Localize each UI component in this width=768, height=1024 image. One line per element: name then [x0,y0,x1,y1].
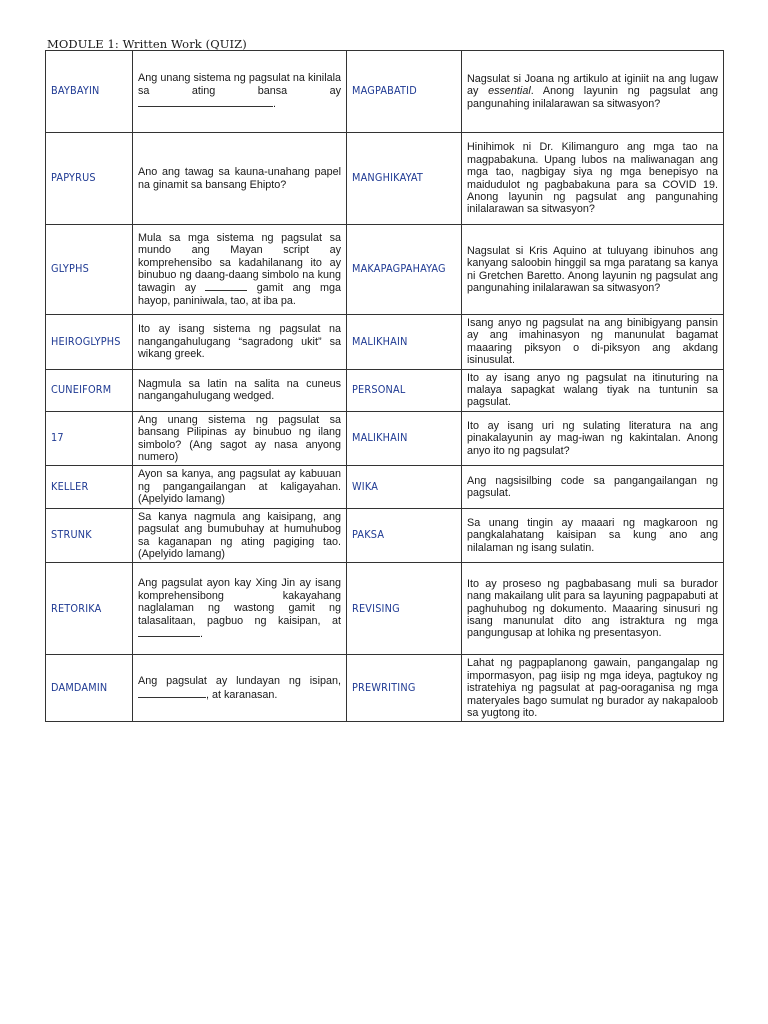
question-cell: Ito ay isang anyo ng pagsulat na itinuturing na malaya sapagkat walang tiyak na tuntunin sa pagsulat. [462,369,724,411]
question-cell: Hinihimok ni Dr. Kilimanguro ang mga tao na magpabakuna. Upang lubos na maliwanagan ang mga tao, nagbigay siya ng mga benepisyo na maidudulot ng pagbabakuna para sa COVID 19. Anong layunin ng pagsulat ang pangunahing inilalarawan sa sitwasyon? [462,133,724,225]
question-cell: Ang unang sistema ng pagsulat sa bansang Pilipinas ay binubuo ng ilang simbolo? (Ang sagot ay nasa anyong numero) [133,411,347,466]
question-text: , at karanasan. [206,688,278,701]
answer-cell: MAGPABATID [347,51,462,133]
question-cell: Sa kanya nagmula ang kaisipang, ang pagsulat ang bumubuhay at humuhubog sa kaganapan ng ating pagiging tao. (Apelyido lamang) [133,508,347,563]
question-cell: Lahat ng pagpaplanong gawain, pangangalap ng impormasyon, pag iisip ng mga ideya, pagtukoy ng istratehiya ng pagsulat at pag-ooraganisa ng mga materyales bago sumulat ng burador ay nakapaloob sa yugtong ito. [462,655,724,722]
question-cell: Ayon sa kanya, ang pagsulat ay kabuuan ng pangangailangan at kaligayahan. (Apelyido lamang) [133,466,347,508]
answer-cell: PERSONAL [347,369,462,411]
question-cell: Ano ang tawag sa kauna-unahang papel na ginamit sa bansang Ehipto? [133,133,347,225]
answer-cell: 17 [46,411,133,466]
question-text: . Anong layunin ng pagsulat ang pangunahing inilalarawan sa sitwasyon? [467,85,718,110]
answer-cell: HEIROGLYPHS [46,315,133,370]
question-text: Nagsulat si Joana ng artikulo at iginiit na ang lugaw ay [467,72,718,98]
answer-cell: PAKSA [347,508,462,563]
answer-cell: MAKAPAGPAHAYAG [347,225,462,315]
quiz-table [45,50,724,722]
question-cell: Ang pagsulat ayon kay Xing Jin ay isang komprehensibong kakayahang naglalaman ng wastong gamit ng talasalitaan, pagbuo ng kaisipan, at . [133,563,347,655]
question-cell: Ito ay isang uri ng sulating literatura na ang pinakalayunin ay mag-iwan ng kakintalan. Anong anyo ito ng pagsulat? [462,411,724,466]
question-cell [133,655,347,722]
question-cell: Sa unang tingin ay maaari ng magkaroon ng pangkalahatang kaisipan sa kung ano ang nilalaman ng isang sulatin. [462,508,724,563]
table-row [46,411,724,466]
answer-blank [205,281,247,291]
answer-cell: PAPYRUS [46,133,133,225]
question-text: Ang unang sistema ng pagsulat na kinilala sa ating bansa ay [138,72,341,97]
question-cell: Ito ay isang sistema ng pagsulat na nangangahulugang “sagradong ukit” sa wikang greek. [133,315,347,370]
question-cell [133,225,347,315]
question-text: Ang pagsulat ayon kay Xing Jin ay isang komprehensibong kakayahang naglalaman ng wastong gamit ng talasalitaan, pagbuo ng kaisipan, at [138,577,341,627]
table-row [46,369,724,411]
table-row [46,466,724,508]
answer-cell: KELLER [46,466,133,508]
question-cell: Nagsulat si Kris Aquino at tuluyang ibinuhos ang kanyang saloobin hinggil sa mga paratang sa kanya ni Gretchen Baretto. Anong layunin ng pagsulat ang pangunahing inilalarawan sa sitwasyon? [462,225,724,315]
answer-cell: MANGHIKAYAT [347,133,462,225]
table-row [46,508,724,563]
answer-cell: BAYBAYIN [46,51,133,133]
question-text: Ang pagsulat ay lundayan ng isipan, [138,675,341,688]
answer-blank [138,688,206,698]
answer-cell: STRUNK [46,508,133,563]
question-cell: Isang anyo ng pagsulat na ang binibigyang pansin ay ang imahinasyon ng manunulat bagamat maaaring piksyon o di-piksyon ang akdang isinusulat. [462,315,724,370]
question-cell: Ang nagsisilbing code sa pangangailangan ng pagsulat. [462,466,724,508]
table-row [46,133,724,225]
emphasis-text: essential [488,85,531,98]
answer-cell: RETORIKA [46,563,133,655]
table-row [46,315,724,370]
question-cell: Ang unang sistema ng pagsulat na kinilala sa ating bansa ay . [133,51,347,133]
answer-cell: MALIKHAIN [347,315,462,370]
question-text: gamit ang mga hayop, paniniwala, tao, at iba pa. [138,282,341,307]
page-title: MODULE 1: Written Work (QUIZ) [47,37,247,51]
question-cell: Ito ay proseso ng pagbabasang muli sa burador nang makailang ulit para sa layuning pagpapabuti at paghuhubog ng dokumento. Maaaring sinusuri ng isang manunulat dito ang istraktura ng mga pangungusap at lohika ng presentasyon. [462,563,724,655]
answer-cell: REVISING [347,563,462,655]
table-row [46,225,724,315]
answer-cell: WIKA [347,466,462,508]
answer-cell: GLYPHS [46,225,133,315]
table-row [46,655,724,722]
answer-blank [138,97,273,107]
answer-cell: MALIKHAIN [347,411,462,466]
table-row [46,563,724,655]
question-text: Mula sa mga sistema ng pagsulat sa mundo ang Mayan script ay komprehensibo sa kadahilanang ito ay binubuo ng daang-daang simbolo na kung tawagin ay [138,231,341,295]
question-cell [462,51,724,133]
answer-blank [138,627,200,637]
answer-cell: DAMDAMIN [46,655,133,722]
table-row [46,51,724,133]
answer-cell: PREWRITING [347,655,462,722]
answer-cell: CUNEIFORM [46,369,133,411]
question-cell: Nagmula sa latin na salita na cuneus nangangahulugang wedged. [133,369,347,411]
